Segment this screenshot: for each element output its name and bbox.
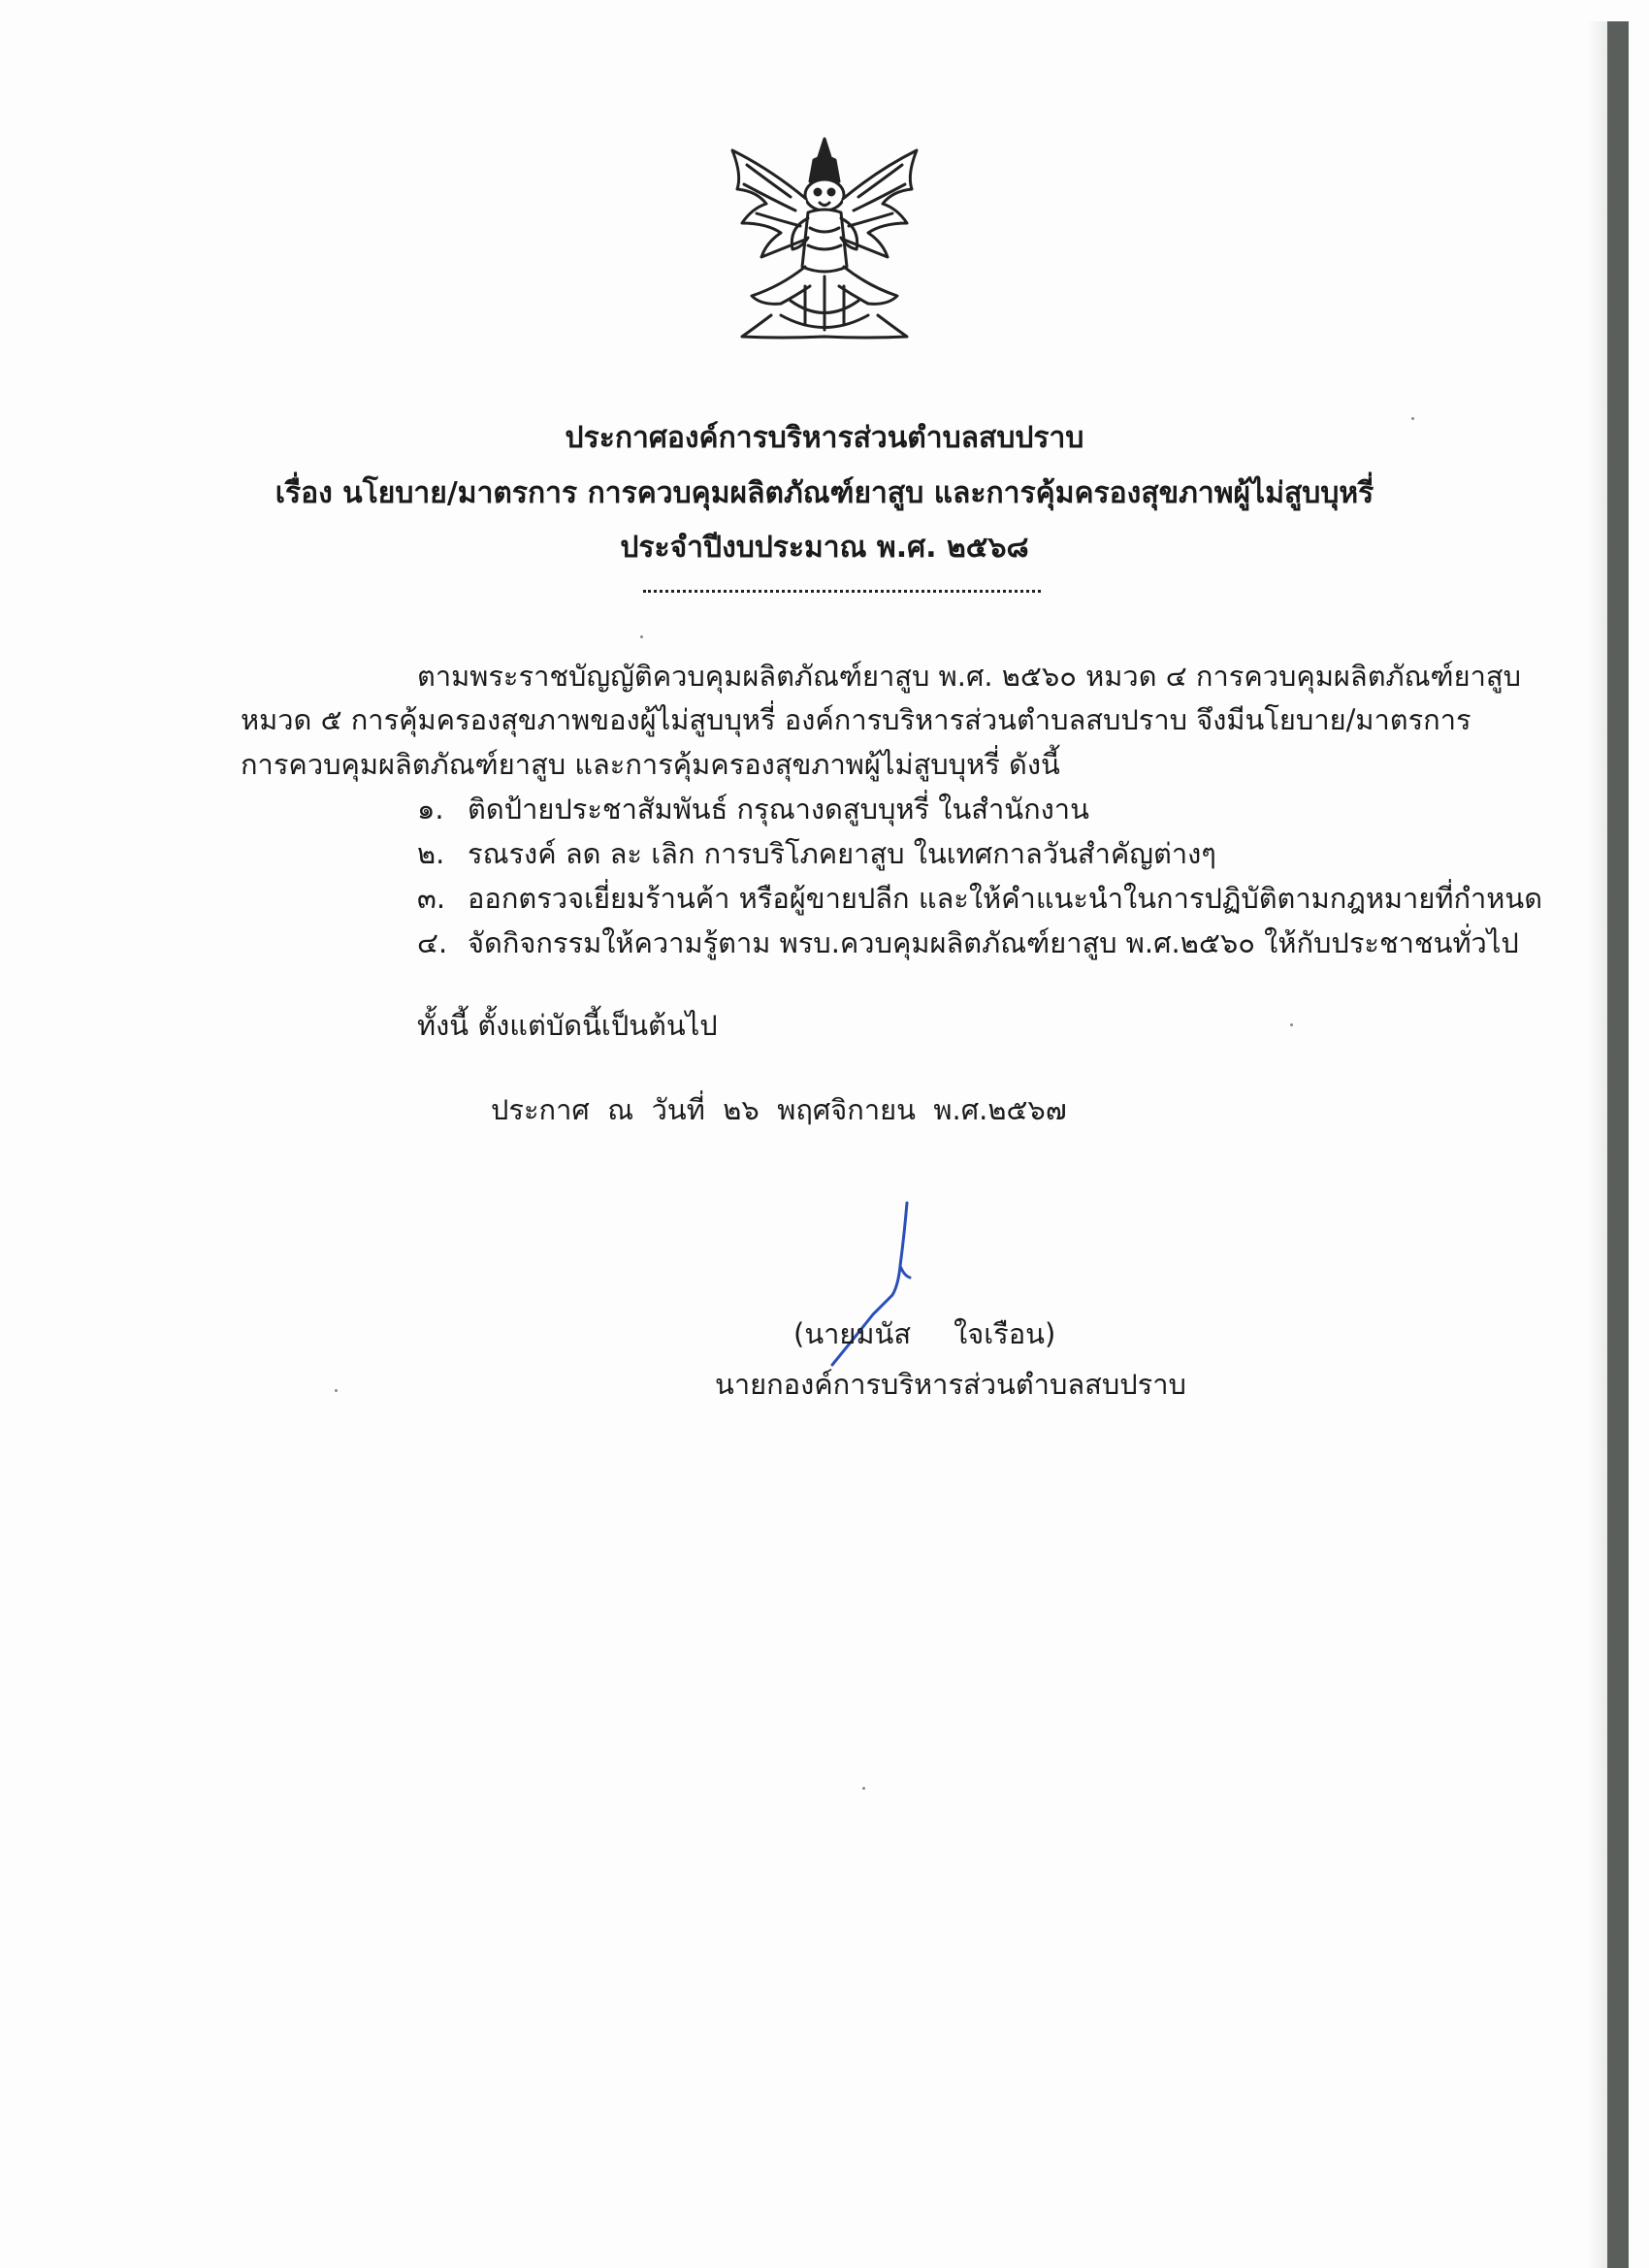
- list-item-text: จัดกิจกรรมให้ความรู้ตาม พรบ.ควบคุมผลิตภัณฑ์ยาสูบ พ.ศ.๒๕๖๐ ให้กับประชาชนทั่วไป: [468, 926, 1519, 959]
- scan-speck: [640, 635, 643, 638]
- list-item: [417, 879, 1542, 918]
- scan-edge-bar: [1607, 21, 1629, 2268]
- garuda-emblem-icon: [713, 131, 936, 344]
- list-item-text: รณรงค์ ลด ละ เลิก การบริโภคยาสูบ ในเทศกาลวันสำคัญต่างๆ: [468, 837, 1216, 870]
- announcement-title: ประกาศองค์การบริหารส่วนตำบลสบปราบ: [565, 421, 1084, 455]
- list-item-text: ติดป้ายประชาสัมพันธ์ กรุณางดสูบบุหรี่ ในสำนักงาน: [468, 793, 1089, 826]
- signatory-name: [793, 1314, 1055, 1353]
- paragraph-line: การควบคุมผลิตภัณฑ์ยาสูบ และการคุ้มครองสุขภาพผู้ไม่สูบบุหรี่ ดังนี้: [241, 748, 1060, 781]
- effective-statement: ทั้งนี้ ตั้งแต่บัดนี้เป็นต้นไป: [417, 1009, 718, 1042]
- scan-speck: [1411, 417, 1414, 420]
- list-item-text: ออกตรวจเยี่ยมร้านค้า หรือผู้ขายปลีก และให้คำแนะนำในการปฏิบัติตามกฎหมายที่กำหนด: [468, 882, 1543, 915]
- paragraph-line: ตามพระราชบัญญัติควบคุมผลิตภัณฑ์ยาสูบ พ.ศ. ๒๕๖๐ หมวด ๔ การควบคุมผลิตภัณฑ์ยาสูบ: [417, 660, 1522, 693]
- list-item: [417, 790, 1089, 828]
- list-item-number: ๔.: [417, 926, 448, 959]
- signatory-first-name: (นายมนัส: [793, 1317, 912, 1350]
- scan-edge-shadow: [1587, 21, 1607, 2268]
- paragraph-line: หมวด ๕ การคุ้มครองสุขภาพของผู้ไม่สูบบุหรี่ องค์การบริหารส่วนตำบลสบปราบ จึงมีนโยบาย/มาตรการ: [241, 703, 1471, 736]
- title-divider: [643, 590, 1041, 593]
- scan-speck: [862, 1787, 865, 1790]
- announcement-date: ประกาศ ณ วันที่ ๒๖ พฤศจิกายน พ.ศ.๒๕๖๗: [491, 1093, 1067, 1126]
- fiscal-year: ประจำปีงบประมาณ พ.ศ. ๒๕๖๘: [620, 531, 1029, 565]
- announcement-subject: เรื่อง นโยบาย/มาตรการ การควบคุมผลิตภัณฑ์ยาสูบ และการคุ้มครองสุขภาพผู้ไม่สูบบุหรี่: [275, 476, 1374, 510]
- list-item-number: ๓.: [417, 882, 446, 915]
- list-item-number: ๒.: [417, 837, 445, 870]
- list-item-number: ๑.: [417, 793, 444, 826]
- signatory-last-name: ใจเรือน): [954, 1317, 1056, 1350]
- list-item: [417, 923, 1519, 962]
- signatory-position: นายกองค์การบริหารส่วนตำบลสบปราบ: [715, 1368, 1186, 1401]
- scan-speck: [335, 1389, 338, 1392]
- list-item: [417, 834, 1216, 873]
- scan-speck: [1290, 1023, 1293, 1026]
